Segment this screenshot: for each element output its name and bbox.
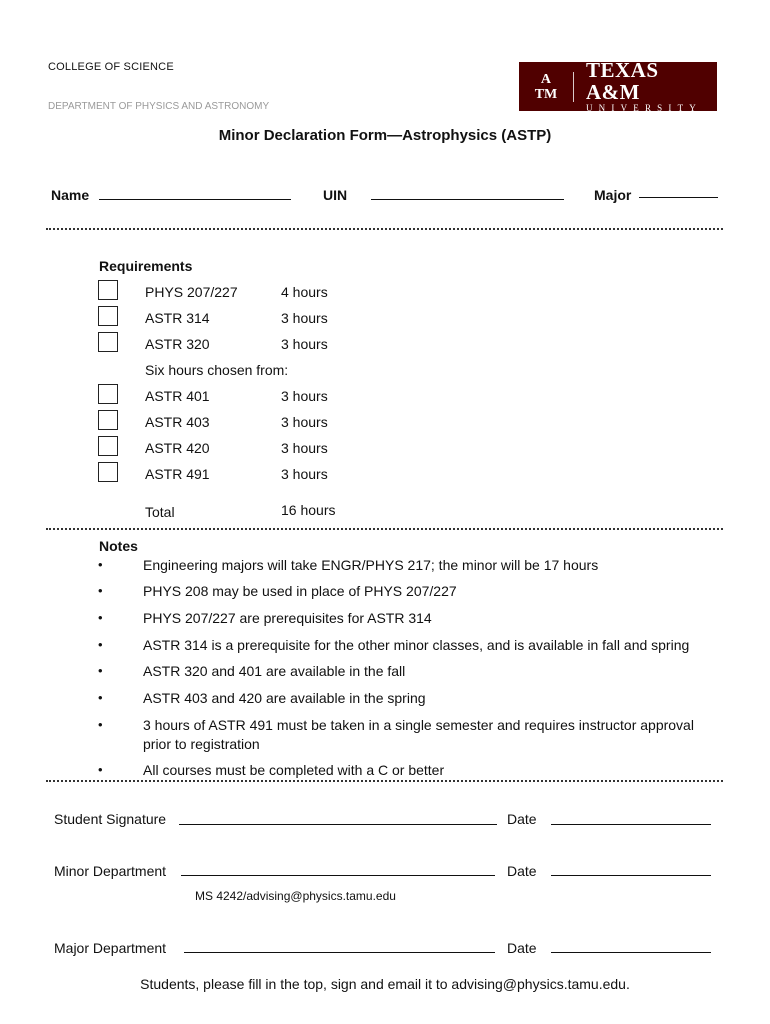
student-date-field[interactable] [551, 824, 711, 825]
major-signature-field[interactable] [184, 952, 495, 953]
checkbox-astr-420[interactable] [98, 436, 118, 456]
tamu-logo [519, 58, 717, 113]
requirements-heading: Requirements [99, 258, 193, 274]
notes-heading: Notes [99, 538, 138, 554]
course-name: ASTR 403 [145, 414, 210, 430]
divider-3 [46, 780, 723, 782]
uin-label: UIN [323, 187, 348, 203]
note-item: All courses must be completed with a C or better [143, 762, 445, 778]
minor-contact: MS 4242/advising@physics.tamu.edu [195, 889, 396, 903]
bullet-icon: • [98, 557, 103, 572]
checkbox-phys-207[interactable] [98, 280, 118, 300]
minor-department-label: Minor Department [54, 863, 167, 879]
course-hours: 3 hours [281, 440, 328, 456]
bullet-icon: • [98, 663, 103, 678]
checkbox-astr-320[interactable] [98, 332, 118, 352]
form-title: Minor Declaration Form—Astrophysics (ASTP) [218, 127, 552, 144]
course-hours: 3 hours [281, 414, 328, 430]
uin-field[interactable] [371, 199, 564, 200]
name-label: Name [51, 187, 90, 203]
major-label: Major [594, 187, 632, 203]
checkbox-astr-314[interactable] [98, 306, 118, 326]
course-hours: 3 hours [281, 388, 328, 404]
choose-label: Six hours chosen from: [145, 362, 289, 378]
course-name: PHYS 207/227 [145, 284, 238, 300]
total-label: Total [145, 504, 175, 520]
logo-wordmark: TEXAS A&M UNIVERSITY [585, 58, 702, 113]
course-name: ASTR 491 [145, 466, 210, 482]
major-date-field[interactable] [551, 952, 711, 953]
note-item: PHYS 207/227 are prerequisites for ASTR 314 [143, 610, 432, 626]
bullet-icon: • [98, 637, 103, 652]
date-label: Date [507, 863, 537, 879]
note-item: Engineering majors will take ENGR/PHYS 217; the minor will be 17 hours [143, 557, 599, 573]
checkbox-astr-401[interactable] [98, 384, 118, 404]
major-department-label: Major Department [54, 940, 167, 956]
student-signature-field[interactable] [179, 824, 497, 825]
note-item: ASTR 314 is a prerequisite for the other minor classes, and is available in fall and spring [143, 637, 690, 653]
divider-1 [46, 228, 723, 230]
note-item: ASTR 320 and 401 are available in the fall [143, 663, 406, 679]
bullet-icon: • [98, 717, 103, 732]
footer-instruction: Students, please fill in the top, sign and email it to advising@physics.tamu.edu. [140, 976, 630, 992]
note-item: 3 hours of ASTR 491 must be taken in a single semester and requires instructor approval prior to registration [143, 717, 694, 752]
divider-2 [46, 528, 723, 530]
bullet-icon: • [98, 690, 103, 705]
course-hours: 3 hours [281, 310, 328, 326]
course-hours: 3 hours [281, 466, 328, 482]
course-name: ASTR 401 [145, 388, 210, 404]
total-hours: 16 hours [281, 502, 336, 518]
major-field[interactable] [639, 197, 718, 198]
course-hours: 3 hours [281, 336, 328, 352]
atm-mark-icon: A TM [534, 71, 558, 102]
name-field[interactable] [99, 199, 291, 200]
minor-signature-field[interactable] [181, 875, 495, 876]
checkbox-astr-491[interactable] [98, 462, 118, 482]
date-label: Date [507, 811, 537, 827]
bullet-icon: • [98, 583, 103, 598]
logo-divider [573, 72, 574, 102]
date-label: Date [507, 940, 537, 956]
minor-date-field[interactable] [551, 875, 711, 876]
bullet-icon: • [98, 762, 103, 777]
checkbox-astr-403[interactable] [98, 410, 118, 430]
bullet-icon: • [98, 610, 103, 625]
note-item: PHYS 208 may be used in place of PHYS 207/227 [143, 583, 457, 599]
student-signature-label: Student Signature [54, 811, 167, 827]
department-name: DEPARTMENT OF PHYSICS AND ASTRONOMY [48, 101, 270, 112]
course-name: ASTR 320 [145, 336, 210, 352]
note-item: ASTR 403 and 420 are available in the spring [143, 690, 426, 706]
college-name: COLLEGE OF SCIENCE [48, 61, 174, 73]
course-name: ASTR 314 [145, 310, 210, 326]
course-name: ASTR 420 [145, 440, 210, 456]
course-hours: 4 hours [281, 284, 328, 300]
